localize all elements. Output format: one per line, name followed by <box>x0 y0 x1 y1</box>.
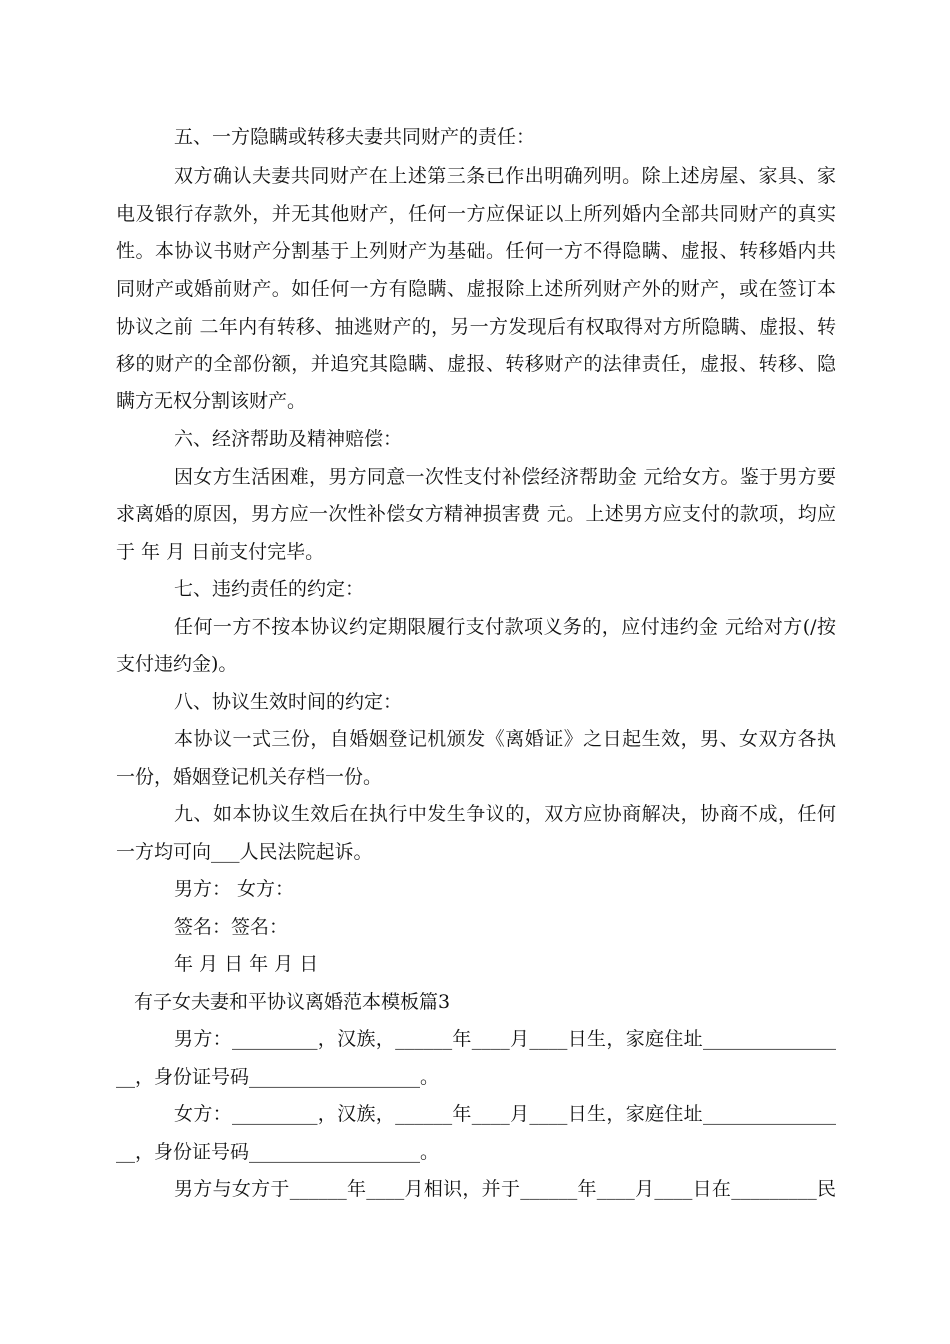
paragraph-line: __，身份证号码__________________。 <box>116 1066 440 1088</box>
section-heading-6: 六、经济帮助及精神赔偿： <box>174 428 403 450</box>
paragraph-line: 协议之前 二年内有转移、抽逃财产的，另一方发现后有权取得对方所隐瞒、虚报、转 <box>116 316 836 338</box>
paragraph-line: 男方与女方于______年____月相识，并于______年____月____日在_________民 <box>174 1178 836 1200</box>
section-heading-8: 八、协议生效时间的约定： <box>174 691 403 713</box>
paragraph-line: 性。本协议书财产分割基于上列财产为基础。任何一方不得隐瞒、虚报、转移婚内共 <box>116 240 836 262</box>
paragraph-line: 一份，婚姻登记机关存档一份。 <box>116 766 383 788</box>
paragraph-line: 同财产或婚前财产。如任何一方有隐瞒、虚报除上述所列财产外的财产，或在签订本 <box>116 278 836 300</box>
paragraph-line: 瞒方无权分割该财产。 <box>116 390 307 412</box>
paragraph-line: 因女方生活困难，男方同意一次性支付补偿经济帮助金 元给女方。鉴于男方要 <box>174 466 836 488</box>
paragraph-line: 求离婚的原因，男方应一次性补偿女方精神损害费 元。上述男方应支付的款项，均应 <box>116 503 836 525</box>
paragraph-line: 男方：_________，汉族，______年____月____日生，家庭住址______________ <box>174 1028 836 1050</box>
paragraph-line: 任何一方不按本协议约定期限履行支付款项义务的，应付违约金 元给对方(/按 <box>174 616 836 638</box>
paragraph-line: 本协议一式三份，自婚姻登记机颁发《离婚证》之日起生效，男、女双方各执 <box>174 728 836 750</box>
section-heading-7: 七、违约责任的约定： <box>174 578 365 600</box>
section-heading-5: 五、一方隐瞒或转移夫妻共同财产的责任： <box>174 126 536 148</box>
paragraph-line: 移的财产的全部份额，并追究其隐瞒、虚报、转移财产的法律责任，虚报、转移、隐 <box>116 353 836 375</box>
paragraph-line: 支付违约金)。 <box>116 653 238 675</box>
signature-dates: 年 月 日 年 月 日 <box>174 953 319 975</box>
paragraph-line: 女方：_________，汉族，______年____月____日生，家庭住址______________ <box>174 1103 836 1125</box>
section-heading-9: 九、如本协议生效后在执行中发生争议的，双方应协商解决，协商不成，任何 <box>174 803 836 825</box>
paragraph-line: 一方均可向___人民法院起诉。 <box>116 841 373 863</box>
section-title: 有子女夫妻和平协议离婚范本模板篇3 <box>134 991 451 1013</box>
signature-parties: 男方： 女方： <box>174 878 295 900</box>
paragraph-line: 双方确认夫妻共同财产在上述第三条已作出明确列明。除上述房屋、家具、家 <box>174 165 836 187</box>
paragraph-line: __，身份证号码__________________。 <box>116 1141 440 1163</box>
paragraph-line: 电及银行存款外，并无其他财产，任何一方应保证以上所列婚内全部共同财产的真实 <box>116 203 836 225</box>
signature-names: 签名：签名： <box>174 916 289 938</box>
paragraph-line: 于 年 月 日前支付完毕。 <box>116 541 325 563</box>
